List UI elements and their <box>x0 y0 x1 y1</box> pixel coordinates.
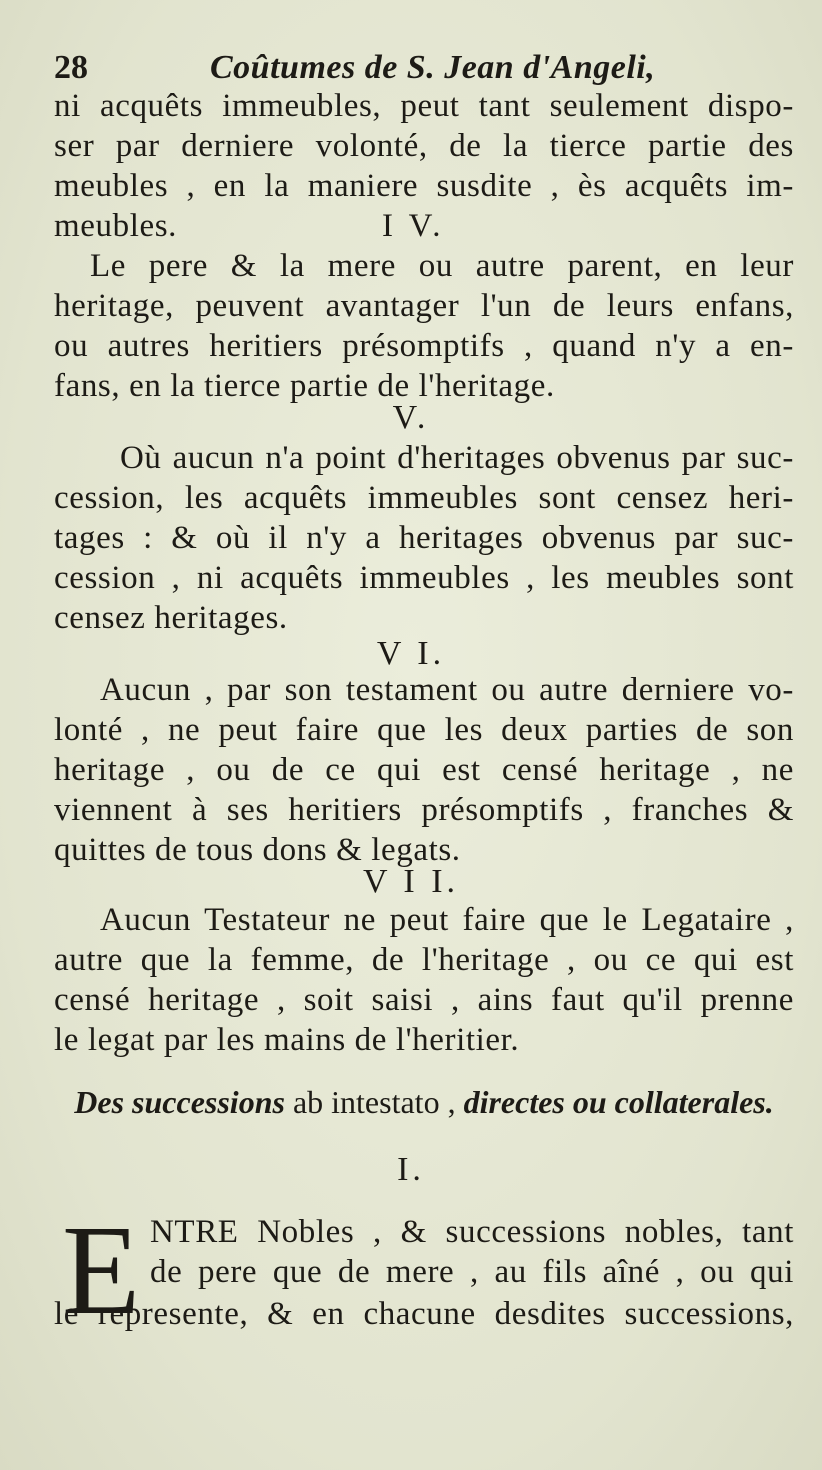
text-line: heritage , ou de ce qui est censé heritage , ne <box>54 752 794 788</box>
text-line: de pere que de mere , au fils aîné , ou qui <box>150 1254 794 1290</box>
text-line: fans, en la tierce partie de l'heritage. <box>54 368 555 404</box>
page-number: 28 <box>54 49 88 86</box>
text-line: viennent à ses heritiers présomptifs , franches & <box>54 792 794 828</box>
text-line: cession, les acquêts immeubles sont censez heri- <box>54 480 794 516</box>
text-line: NTRE Nobles , & successions nobles, tant <box>150 1214 794 1250</box>
text-line: ser par derniere volonté, de la tierce partie des <box>54 128 794 164</box>
text-line: Le pere & la mere ou autre parent, en leur <box>90 248 794 284</box>
text-line: ou autres heritiers présomptifs , quand n'y a en- <box>54 328 794 364</box>
section-title-part: directes ou collaterales. <box>463 1084 774 1120</box>
text-line: cession , ni acquêts immeubles , les meubles sont <box>54 560 794 596</box>
text-line: tages : & où il n'y a heritages obvenus par suc- <box>54 520 794 556</box>
text-line: quittes de tous dons & legats. <box>54 832 461 868</box>
article-heading-6: V I. <box>376 635 446 672</box>
article-heading-4: I V. <box>382 208 445 244</box>
text-line: ni acquêts immeubles, peut tant seulement dispo- <box>54 88 794 124</box>
text-line: censé heritage , soit saisi , ains faut qu'il prenne <box>54 982 794 1018</box>
article-heading-5: V. <box>392 399 430 436</box>
text-line: le legat par les mains de l'heritier. <box>54 1022 520 1058</box>
text-line: Aucun Testateur ne peut faire que le Legataire , <box>100 902 794 938</box>
section-title <box>54 1080 794 1124</box>
drop-capital: E <box>62 1199 141 1341</box>
text-line: Aucun , par son testament ou autre derniere vo- <box>100 672 794 708</box>
section-title-part: Des successions <box>74 1084 285 1120</box>
text-line: Où aucun n'a point d'heritages obvenus par suc- <box>120 440 794 476</box>
text-line: autre que la femme, de l'heritage , ou ce qui est <box>54 942 794 978</box>
page-header <box>54 46 794 90</box>
text-line: le represente, & en chacune desdites successions, <box>54 1296 794 1332</box>
section-heading-1: I. <box>397 1151 425 1188</box>
running-title: Coûtumes de S. Jean d'Angeli, <box>210 49 656 86</box>
text-line: lonté , ne peut faire que les deux parties de son <box>54 712 794 748</box>
text-line: meubles , en la maniere susdite , ès acquêts im- <box>54 168 794 204</box>
text-line: heritage, peuvent avantager l'un de leurs enfans, <box>54 288 794 324</box>
section-title-part: ab intestato , <box>284 1084 464 1120</box>
article-heading-7: V I I. <box>362 863 460 900</box>
text-line: meubles. <box>54 208 178 244</box>
text-line: censez heritages. <box>54 600 288 636</box>
